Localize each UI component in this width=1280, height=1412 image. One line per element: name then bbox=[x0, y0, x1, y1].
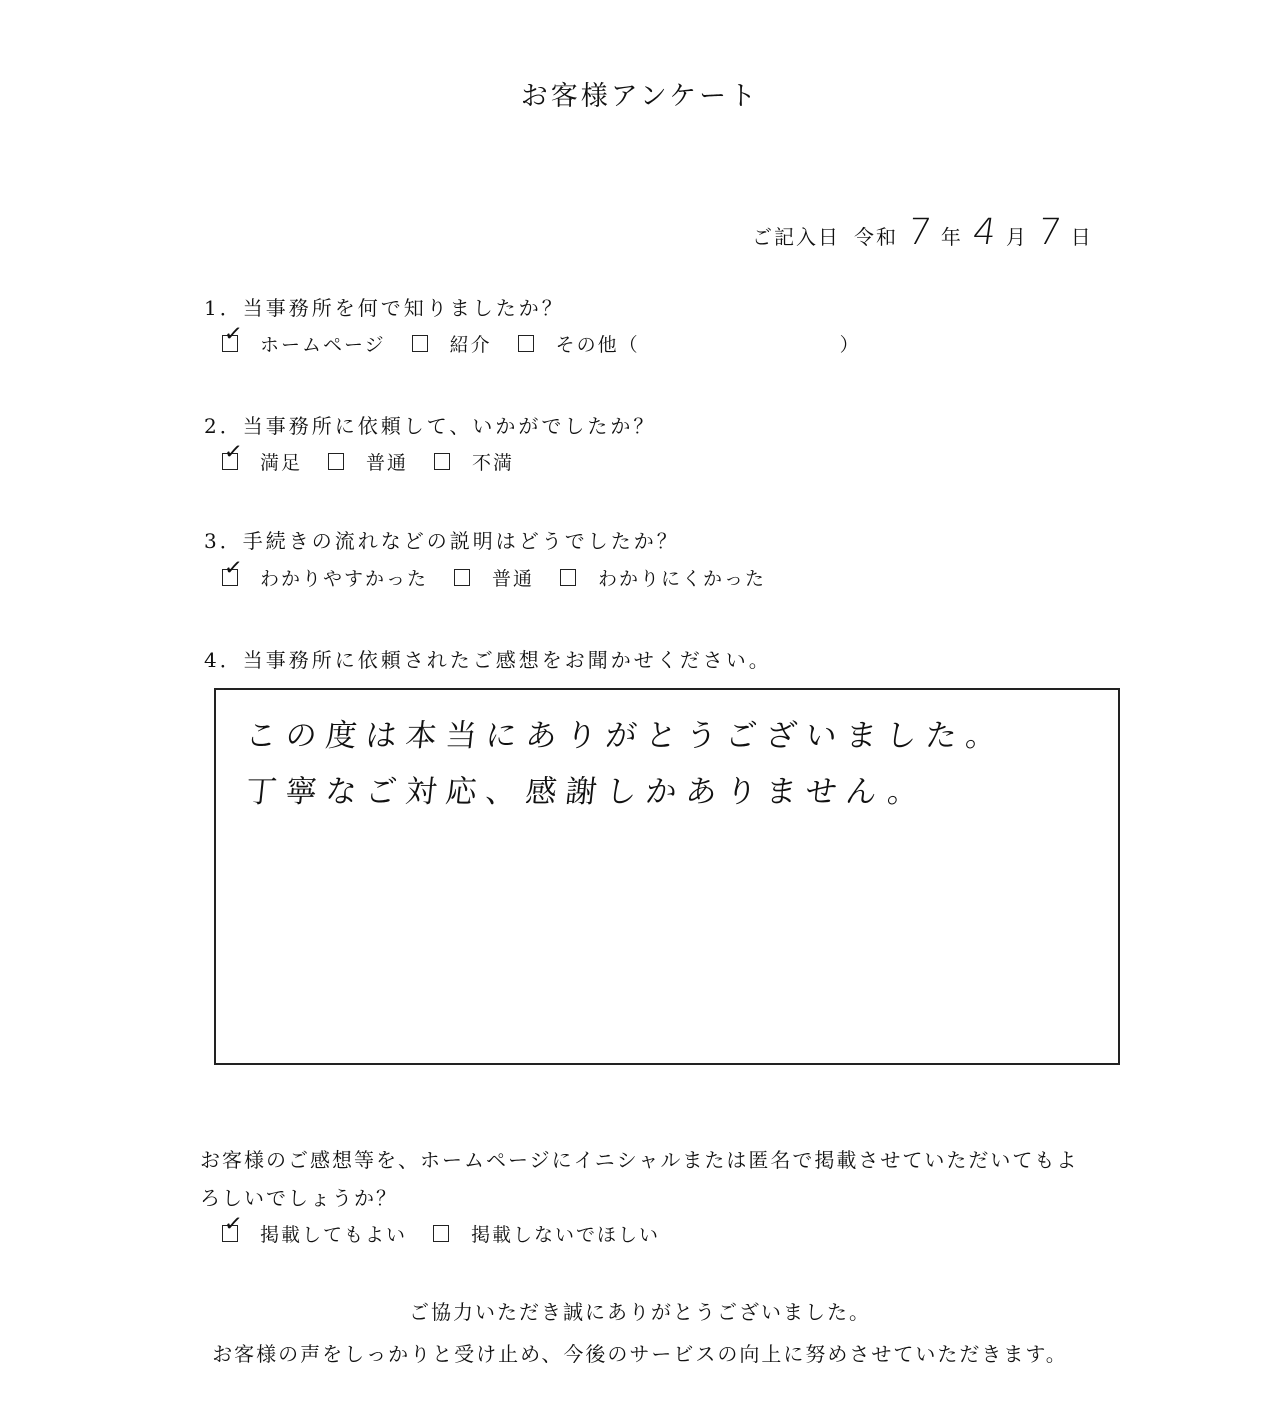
checkbox-homepage[interactable] bbox=[222, 321, 246, 352]
checkbox-publish-no[interactable] bbox=[433, 1225, 449, 1242]
checkbox-dissatisfied[interactable] bbox=[434, 453, 450, 470]
comment-line-1: この度は本当にありがとうございました。 bbox=[243, 718, 1008, 754]
comment-box[interactable] bbox=[214, 688, 1120, 1065]
checkbox-normal[interactable] bbox=[454, 569, 470, 586]
checkbox-referral[interactable] bbox=[412, 335, 428, 352]
entry-date bbox=[752, 212, 1093, 253]
checkbox-publish-ok[interactable] bbox=[222, 1211, 246, 1242]
date-year[interactable]: 7 bbox=[905, 212, 934, 253]
checkbox-easy[interactable] bbox=[222, 555, 246, 586]
date-month-unit: 月 bbox=[1005, 225, 1028, 249]
publish-question-line-1: お客様のご感想等を、ホームページにイニシャルまたは匿名で掲載させていただいてもよ bbox=[200, 1148, 1079, 1172]
date-year-unit: 年 bbox=[940, 225, 963, 249]
checkbox-normal[interactable] bbox=[328, 453, 344, 470]
option-label: 掲載しないでほしい bbox=[471, 1224, 661, 1246]
checkbox-other[interactable] bbox=[518, 335, 534, 352]
option-label: わかりやすかった bbox=[260, 568, 429, 590]
check-mark-icon: ✓ bbox=[222, 1211, 246, 1239]
question-3-options bbox=[222, 555, 767, 591]
option-label: 普通 bbox=[492, 568, 535, 590]
option-label: 満足 bbox=[260, 452, 303, 474]
checkbox-satisfied[interactable] bbox=[222, 439, 246, 470]
date-label: ご記入日 bbox=[752, 225, 840, 249]
option-label: わかりにくかった bbox=[598, 568, 767, 590]
option-label: 不満 bbox=[472, 452, 515, 474]
other-close-paren: ） bbox=[839, 334, 861, 356]
check-mark-icon: ✓ bbox=[222, 321, 246, 349]
option-label: ホームページ bbox=[260, 334, 386, 356]
option-label: 普通 bbox=[366, 452, 409, 474]
page-title: お客様アンケート bbox=[520, 81, 760, 112]
check-mark-icon: ✓ bbox=[222, 555, 246, 583]
date-month[interactable]: 4 bbox=[970, 212, 999, 253]
check-mark-icon: ✓ bbox=[222, 439, 246, 467]
option-label: 紹介 bbox=[449, 334, 492, 356]
comment-line-2: 丁寧なご対応、感謝しかありません。 bbox=[243, 774, 930, 810]
question-2: 2．当事務所に依頼して、いかがでしたか？ bbox=[204, 414, 657, 438]
checkbox-hard[interactable] bbox=[560, 569, 576, 586]
publish-question-line-2: ろしいでしょうか？ bbox=[200, 1186, 398, 1210]
question-1-options bbox=[222, 321, 861, 357]
option-label: 掲載してもよい bbox=[260, 1224, 408, 1246]
date-day-unit: 日 bbox=[1070, 225, 1093, 249]
question-3: 3．手続きの流れなどの説明はどうでしたか？ bbox=[204, 529, 680, 553]
question-2-options bbox=[222, 439, 515, 475]
question-4: 4．当事務所に依頼されたご感想をお聞かせください。 bbox=[204, 648, 772, 672]
option-label: その他（ bbox=[555, 334, 640, 356]
footer-thanks: ご協力いただき誠にありがとうございました。 bbox=[409, 1300, 871, 1324]
footer-message: お客様の声をしっかりと受け止め、今後のサービスの向上に努めさせていただきます。 bbox=[212, 1342, 1068, 1366]
question-1: 1．当事務所を何で知りましたか？ bbox=[204, 296, 565, 320]
date-day[interactable]: 7 bbox=[1034, 212, 1064, 253]
date-era: 令和 bbox=[854, 225, 898, 249]
publish-options bbox=[222, 1211, 661, 1247]
